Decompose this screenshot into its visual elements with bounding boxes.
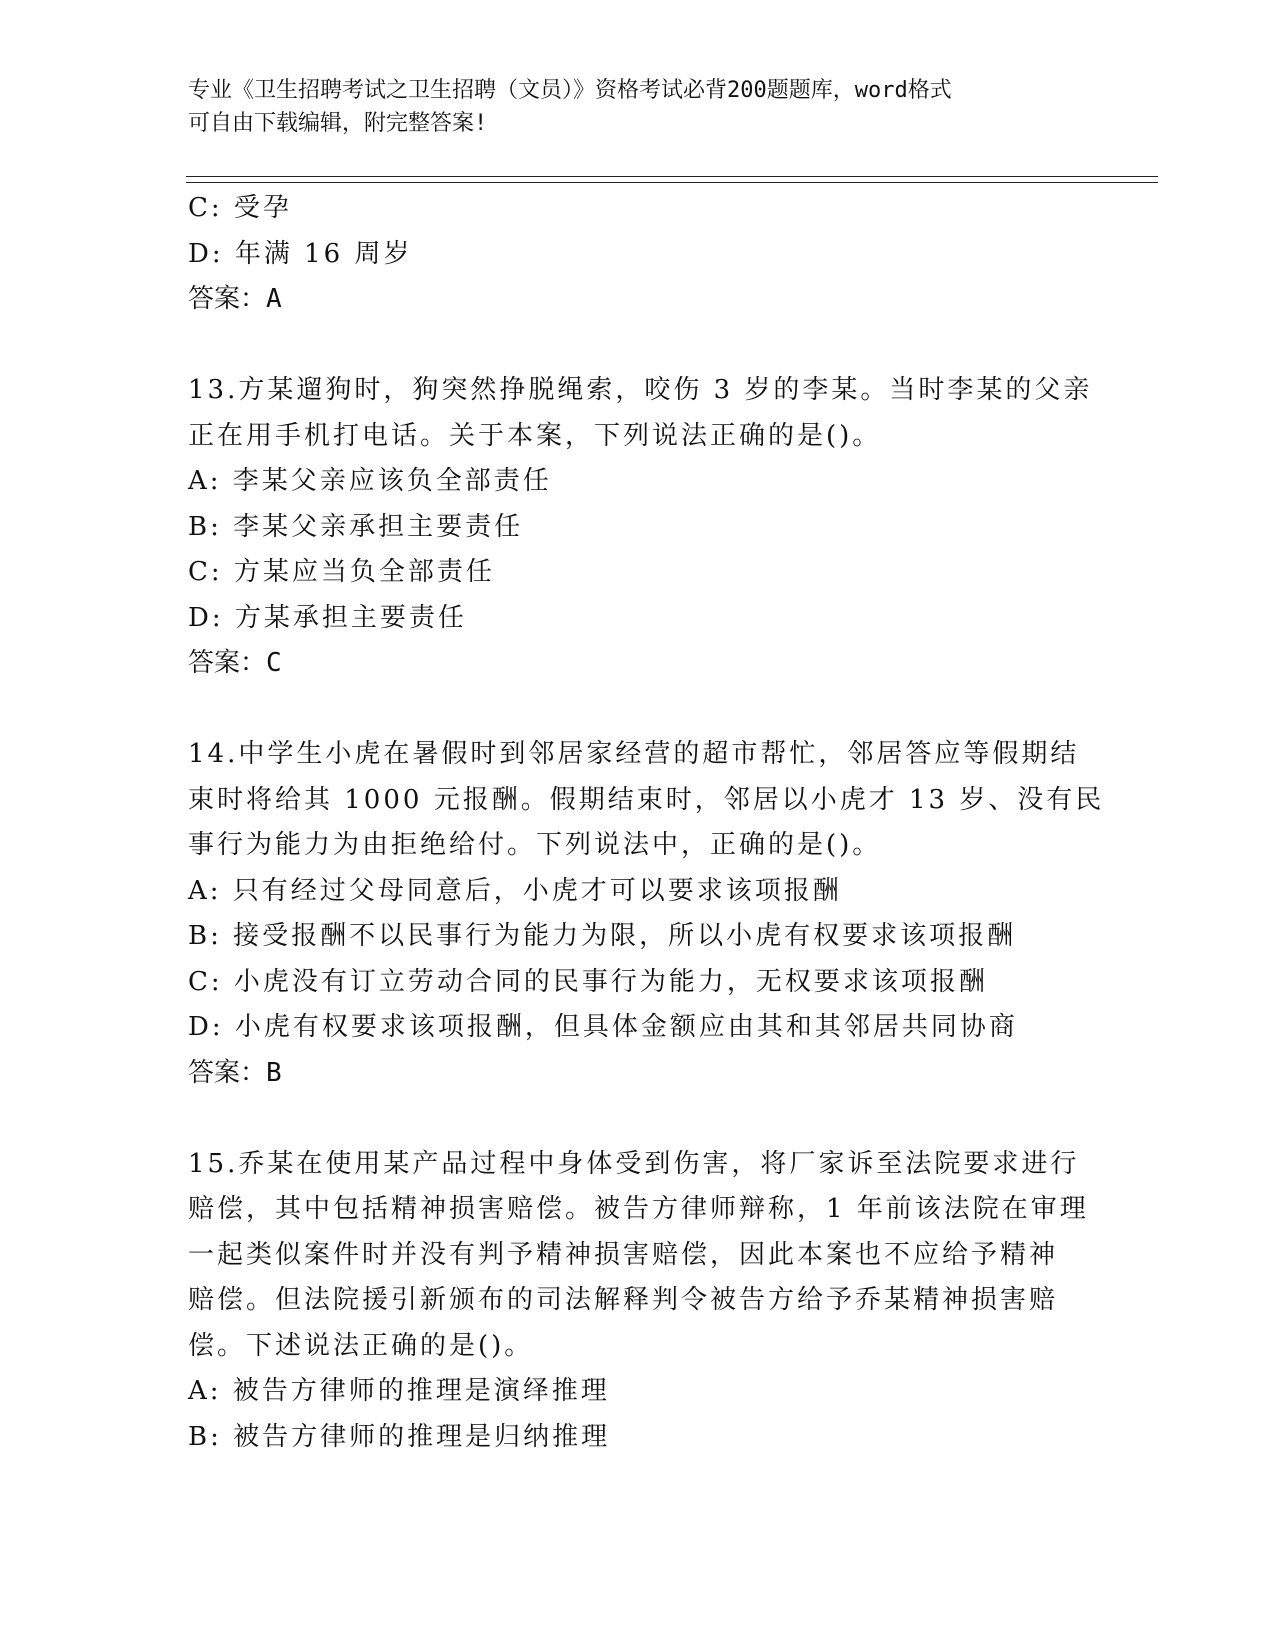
option-a: A: 李某父亲应该负全部责任 — [188, 466, 552, 496]
spacer — [188, 323, 1088, 369]
spacer — [188, 1096, 1088, 1142]
answer-line: 答案：C — [188, 648, 282, 678]
header-title-line-1: 专业《卫生招聘考试之卫生招聘（文员）》资格考试必背200题题库，word格式 — [188, 78, 952, 103]
page-header — [188, 74, 1068, 140]
question-stem-line: 一起类似案件时并没有判予精神损害赔偿，因此本案也不应给予精神 — [188, 1239, 1059, 1270]
option-c: C: 受孕 — [188, 193, 292, 223]
option-d: D: 年满 16 周岁 — [188, 238, 413, 269]
option-a: A: 只有经过父母同意后，小虎才可以要求该项报酬 — [188, 875, 842, 906]
question-stem-line: 束时将给其 1000 元报酬。假期结束时，邻居以小虎才 13 岁、没有民 — [188, 784, 1105, 815]
option-a: A: 被告方律师的推理是演绎推理 — [188, 1376, 610, 1406]
option-d: D: 小虎有权要求该项报酬，但具体金额应由其和其邻居共同协商 — [188, 1012, 1018, 1042]
option-c: C: 方某应当负全部责任 — [188, 557, 495, 587]
question-stem-line: 偿。下述说法正确的是()。 — [188, 1330, 534, 1361]
question-15 — [188, 1142, 1088, 1461]
question-13 — [188, 368, 1093, 687]
question-stem-line: 15.乔某在使用某产品过程中身体受到伤害，将厂家诉至法院要求进行 — [188, 1148, 1080, 1179]
option-b: B: 李某父亲承担主要责任 — [188, 511, 524, 542]
header-divider — [186, 176, 1158, 183]
header-title-line-2: 可自由下载编辑，附完整答案! — [188, 111, 488, 136]
question-stem-line: 13.方某遛狗时，狗突然挣脱绳索，咬伤 3 岁的李某。当时李某的父亲 — [188, 375, 1093, 405]
answer-line: 答案：A — [188, 284, 282, 314]
question-content — [188, 186, 1105, 1460]
answer-line: 答案：B — [188, 1057, 282, 1088]
question-stem-line: 赔偿。但法院援引新颁布的司法解释判令被告方给予乔某精神损害赔 — [188, 1285, 1059, 1315]
option-b: B: 接受报酬不以民事行为能力为限，所以小虎有权要求该项报酬 — [188, 921, 1017, 951]
spacer — [188, 687, 1088, 733]
question-stem-line: 赔偿，其中包括精神损害赔偿。被告方律师辩称，1 年前该法院在审理 — [188, 1194, 1089, 1224]
option-b: B: 被告方律师的推理是归纳推理 — [188, 1421, 611, 1452]
option-c: C: 小虎没有订立劳动合同的民事行为能力，无权要求该项报酬 — [188, 966, 988, 997]
question-stem-line: 事行为能力为由拒绝给付。下列说法中，正确的是()。 — [188, 830, 882, 860]
question-stem-line: 14.中学生小虎在暑假时到邻居家经营的超市帮忙，邻居答应等假期结 — [188, 739, 1080, 769]
option-d: D: 方某承担主要责任 — [188, 602, 467, 633]
question-14 — [188, 732, 1105, 1096]
question-stem-line: 正在用手机打电话。关于本案，下列说法正确的是()。 — [188, 420, 882, 451]
